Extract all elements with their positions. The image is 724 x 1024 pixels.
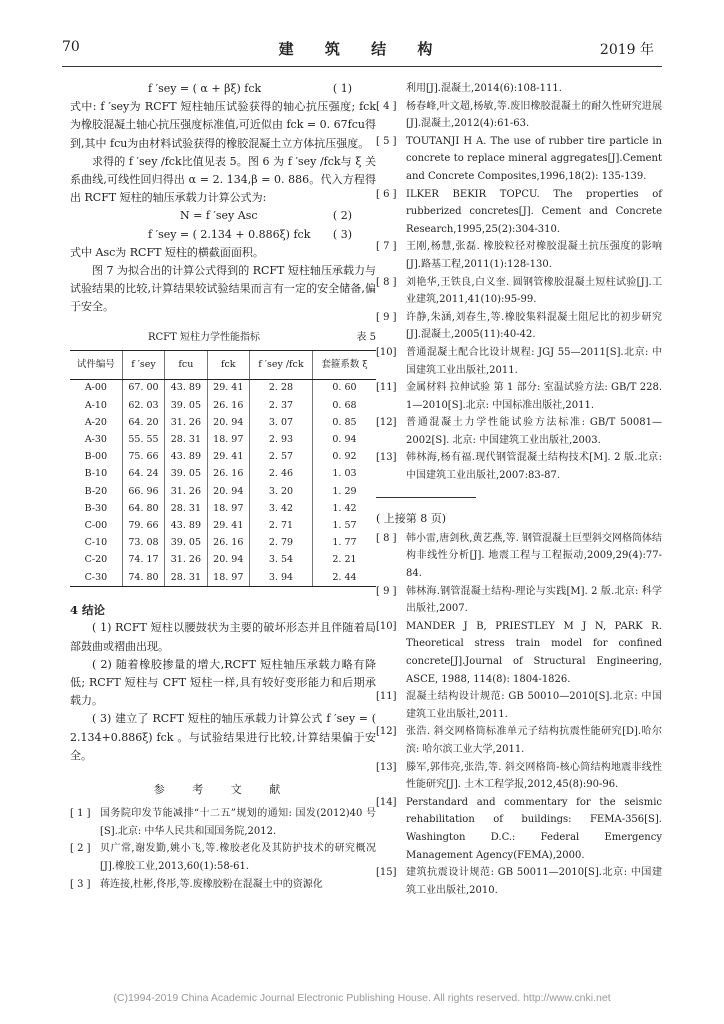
reference-text: 建筑抗震设计规范: GB 50011—2010[S].北京: 中国建筑工业出版社,2010. bbox=[406, 867, 662, 896]
section-title-conclusions: 4 结论 bbox=[70, 603, 106, 618]
table-cell: 75. 66 bbox=[122, 449, 164, 466]
table-cell: 18. 97 bbox=[207, 500, 249, 517]
reference-text: Perstandard and commentary for the seismic rehabilitation of buildings: FEMA-356[S]. Washington D.C.: Federal Emergency Management Agency(FEMA),2000. bbox=[406, 796, 662, 861]
table-cell: 64. 20 bbox=[122, 414, 164, 431]
table-cell: 2. 93 bbox=[249, 431, 312, 448]
references-list-left bbox=[70, 805, 376, 893]
reference-item bbox=[376, 864, 662, 899]
reference-item bbox=[376, 98, 662, 133]
table-cell: 39. 05 bbox=[165, 397, 207, 414]
references-list-right bbox=[376, 80, 662, 485]
table-cell: 55. 55 bbox=[122, 431, 164, 448]
table-cell: A-10 bbox=[84, 399, 107, 411]
table-cell: 3. 42 bbox=[249, 500, 312, 517]
table-cell: 3. 94 bbox=[249, 569, 312, 587]
table-cell: 3. 54 bbox=[249, 552, 312, 569]
reference-item bbox=[376, 583, 662, 618]
table-cell: 39. 05 bbox=[165, 535, 207, 552]
conclusion-3: ( 3) 建立了 RCFT 短柱的轴压承载力计算公式 f ′sey = ( 2.134+0.886ξ) fck 。与试验结果进行比较,计算结果偏于安全。 bbox=[70, 712, 376, 762]
table-cell: B-10 bbox=[84, 468, 108, 480]
table-header-cell: fck bbox=[207, 350, 249, 379]
reference-text: 金属材料 拉伸试验 第 1 部分: 室温试验方法: GB/T 228. 1—2010[S].北京: 中国标准出版社,2011. bbox=[406, 382, 662, 411]
table-cell: 67. 00 bbox=[122, 379, 164, 397]
references-list-continued bbox=[376, 530, 662, 899]
reference-number: [11] bbox=[376, 382, 397, 394]
reference-number: [ 4 ] bbox=[376, 100, 397, 112]
equation-2-number: ( 2) bbox=[332, 209, 352, 223]
continued-from-label: ( 上接第 8 页) bbox=[376, 511, 447, 525]
reference-number: [14] bbox=[376, 796, 397, 808]
reference-item bbox=[376, 274, 662, 309]
table-cell: 26. 16 bbox=[207, 466, 249, 483]
reference-item bbox=[376, 344, 662, 379]
table-cell: 3. 07 bbox=[249, 414, 312, 431]
table-cell: 74. 17 bbox=[122, 552, 164, 569]
left-column bbox=[70, 80, 376, 893]
reference-text: 张浩. 斜交网格筒标准单元子结构抗震性能研究[D].哈尔滨: 哈尔滨工业大学,2011. bbox=[406, 726, 662, 755]
reference-text: 利用[J].混凝土,2014(6):108-111. bbox=[406, 83, 562, 94]
table-cell: 2. 28 bbox=[249, 379, 312, 397]
table-cell: 28. 31 bbox=[165, 431, 207, 448]
equation-3-number: ( 3) bbox=[332, 227, 352, 241]
reference-text: 许静,朱涵,刘春生,等.橡胶集料混凝土阻尼比的初步研究[J].混凝土,2005(11):40-42. bbox=[406, 311, 662, 341]
table-header-cell: f ′sey bbox=[122, 350, 164, 379]
reference-item bbox=[376, 688, 662, 723]
reference-item bbox=[376, 238, 662, 273]
reference-text: 杨春峰,叶文超,杨敏,等.废旧橡胶混凝土的耐久性研究进展[J].混凝土,2012(4):61-63. bbox=[406, 100, 662, 130]
table-cell: A-20 bbox=[84, 416, 107, 428]
journal-title: 建 筑 结 构 bbox=[278, 40, 446, 58]
table-cell: 2. 46 bbox=[249, 466, 312, 483]
paragraph-definitions: 式中: f ′sey为 RCFT 短柱轴压试验获得的轴心抗压强度; fck为橡胶混凝土轴心抗压强度标准值,可近似由 fck = 0. 67fcu得到,其中 fcu为由材料试验获得的橡胶混凝土立方体抗压强度。 bbox=[70, 100, 376, 150]
reference-item bbox=[70, 876, 376, 894]
table-cell: 3. 20 bbox=[249, 483, 312, 500]
table-cell: 1. 29 bbox=[312, 483, 376, 500]
header-rule bbox=[62, 66, 662, 67]
table-row bbox=[70, 431, 376, 448]
table-row bbox=[70, 466, 376, 483]
reference-text: 普通混凝土力学性能试验方法标准: GB/T 50081—2002[S]. 北京: 中国建筑工业出版社,2003. bbox=[406, 417, 662, 446]
table-cell: 2. 71 bbox=[249, 517, 312, 534]
reference-text: 普通混凝土配合比设计规程: JGJ 55—2011[S].北京: 中国建筑工业出版社,2011. bbox=[406, 346, 662, 376]
table-row bbox=[70, 517, 376, 534]
table-row bbox=[70, 397, 376, 414]
table-cell: 29. 41 bbox=[207, 449, 249, 466]
reference-item bbox=[376, 309, 662, 344]
reference-number: [11] bbox=[376, 691, 397, 703]
reference-number: [13] bbox=[376, 452, 397, 464]
table-cell: 1. 57 bbox=[312, 517, 376, 534]
paragraph-comparison: 图 7 为拟合出的计算公式得到的 RCFT 短柱轴压承载力与试验结果的比较,计算结果较试验结果而言有一定的安全储备,偏于安全。 bbox=[70, 264, 376, 314]
table-cell: 0. 94 bbox=[312, 431, 376, 448]
table-cell: 26. 16 bbox=[207, 535, 249, 552]
reference-text: 王刚,杨慧,张磊. 橡胶粒径对橡胶混凝土抗压强度的影响[J].路基工程,2011(1):128-130. bbox=[406, 241, 662, 270]
table-cell: 64. 80 bbox=[122, 500, 164, 517]
table-cell: 0. 92 bbox=[312, 449, 376, 466]
table-cell: 39. 05 bbox=[165, 466, 207, 483]
reference-number: [ 9 ] bbox=[376, 585, 397, 597]
reference-number: [13] bbox=[376, 761, 397, 773]
table-cell: C-00 bbox=[84, 519, 108, 531]
table-cell: 2. 44 bbox=[312, 569, 376, 587]
table-cell: 0. 68 bbox=[312, 397, 376, 414]
table-cell: 64. 24 bbox=[122, 466, 164, 483]
paragraph-asc: 式中 Asc为 RCFT 短柱的横截面面积。 bbox=[70, 245, 264, 259]
reference-number: [ 1 ] bbox=[70, 808, 91, 820]
table-row bbox=[70, 535, 376, 552]
reference-item bbox=[376, 449, 662, 484]
table-cell: 18. 97 bbox=[207, 431, 249, 448]
reference-text: 韩林海.钢管混凝土结构-理论与实践[M]. 2 版.北京: 科学出版社,2007. bbox=[406, 585, 662, 615]
table-cell: 0. 85 bbox=[312, 414, 376, 431]
table-header-cell: 套箍系数 ξ bbox=[312, 350, 376, 379]
reference-number: [10] bbox=[376, 346, 397, 358]
results-table bbox=[70, 350, 376, 587]
equation-2-formula: N = f ′sey Asc bbox=[180, 209, 258, 223]
reference-item bbox=[376, 530, 662, 583]
table-cell: 43. 89 bbox=[165, 517, 207, 534]
table-cell: 28. 31 bbox=[165, 569, 207, 587]
equation-1-number: ( 1) bbox=[332, 82, 352, 95]
reference-number: [ 3 ] bbox=[70, 878, 91, 890]
table-cell: 66. 96 bbox=[122, 483, 164, 500]
copyright-footer: (C)1994-2019 China Academic Journal Electronic Publishing House. All rights reserved. http://www.cnki.net bbox=[113, 992, 611, 1004]
table-header-cell: fcu bbox=[165, 350, 207, 379]
reference-number: [12] bbox=[376, 417, 397, 429]
table-cell: 26. 16 bbox=[207, 397, 249, 414]
table-cell: 62. 03 bbox=[122, 397, 164, 414]
equation-3 bbox=[70, 226, 376, 244]
table-cell: 2. 79 bbox=[249, 535, 312, 552]
table-cell: A-00 bbox=[84, 382, 107, 394]
reference-item bbox=[376, 759, 662, 794]
conclusion-1: ( 1) RCFT 短柱以腰鼓状为主要的破坏形态并且伴随着局部鼓曲或褶曲出现。 bbox=[70, 621, 376, 653]
table-cell: C-10 bbox=[84, 537, 108, 549]
reference-number bbox=[376, 80, 406, 98]
reference-number: [ 7 ] bbox=[376, 241, 397, 253]
reference-text: MANDER J B, PRIESTLEY M J N, PARK R. Theoretical stress train model for confined concrete[J].Journal of Structural Engineering, ASCE, 1988, 114(8): 1804-1826. bbox=[406, 620, 662, 685]
reference-number: [ 8 ] bbox=[376, 532, 397, 544]
reference-text: 韩林海,杨有福.现代钢管混凝土结构技术[M]. 2 版.北京: 中国建筑工业出版社,2007:83-87. bbox=[406, 452, 662, 482]
table-header-row bbox=[70, 350, 376, 379]
table-cell: 1. 42 bbox=[312, 500, 376, 517]
reference-text: 混凝土结构设计规范: GB 50010—2010[S].北京: 中国建筑工业出版社,2011. bbox=[406, 691, 662, 720]
table-cell: C-20 bbox=[84, 554, 108, 566]
table-cell: B-30 bbox=[84, 502, 108, 514]
equation-1-formula: f ′sey = ( α + βξ) fck bbox=[148, 82, 262, 95]
reference-text: TOUTANJI H A. The use of rubber tire particle in concrete to replace mineral aggregates[J].Cement and Concrete Composites,1996,18(2): 135-139. bbox=[406, 135, 662, 182]
table-label: 表 5 bbox=[356, 331, 376, 343]
table-row bbox=[70, 414, 376, 431]
table-cell: 2. 37 bbox=[249, 397, 312, 414]
table-cell: 29. 41 bbox=[207, 517, 249, 534]
continuation-rule bbox=[376, 497, 476, 498]
table-cell: 74. 80 bbox=[122, 569, 164, 587]
table-cell: 73. 08 bbox=[122, 535, 164, 552]
table-cell: 29. 41 bbox=[207, 379, 249, 397]
table-cell: C-30 bbox=[70, 569, 122, 587]
table-cell: 1. 77 bbox=[312, 535, 376, 552]
table-cell: 20. 94 bbox=[207, 483, 249, 500]
table-header-cell: f ′sey /fck bbox=[249, 350, 312, 379]
table-cell: 18. 97 bbox=[207, 569, 249, 587]
references-heading: 参 考 文 献 bbox=[153, 782, 293, 796]
table-cell: 1. 03 bbox=[312, 466, 376, 483]
table-row bbox=[70, 552, 376, 569]
table-cell: 28. 31 bbox=[165, 500, 207, 517]
table-row bbox=[70, 483, 376, 500]
table-cell: 43. 89 bbox=[165, 379, 207, 397]
journal-year: 2019 年 bbox=[599, 42, 654, 58]
reference-text: ILKER BEKIR TOPCU. The properties of rubberized concretes[J]. Cement and Concrete Research,1995,25(2):304-310. bbox=[406, 188, 662, 235]
reference-number: [15] bbox=[376, 867, 397, 879]
table-cell: B-00 bbox=[84, 451, 108, 463]
page-number: 70 bbox=[62, 39, 80, 55]
reference-item bbox=[376, 794, 662, 864]
table-cell: 20. 94 bbox=[207, 414, 249, 431]
reference-text: 贝广常,谢发勤,姚小飞,等.橡胶老化及其防护技术的研究概况[J].橡胶工业,2013,60(1):58-61. bbox=[100, 843, 376, 872]
table-cell: 2. 57 bbox=[249, 449, 312, 466]
table-cell: B-20 bbox=[84, 485, 108, 497]
reference-item bbox=[376, 379, 662, 414]
reference-text: 韩小雷,唐剑秋,黄艺燕,等. 钢管混凝土巨型斜交网格筒体结构非线性分析[J]. 地震工程与工程振动,2009,29(4):77-84. bbox=[406, 532, 662, 580]
paragraph-regression: 求得的 f ′sey /fck比值见表 5。图 6 为 f ′sey /fck与 ξ 关系曲线,可线性回归得出 α = 2. 134,β = 0. 886。代入方程得出 RCFT 短柱的轴压承载力计算公式为: bbox=[70, 154, 376, 205]
reference-number: [ 9 ] bbox=[376, 311, 397, 323]
table-body bbox=[70, 379, 376, 586]
equation-3-formula: f ′sey = ( 2.134 + 0.886ξ) fck bbox=[148, 227, 311, 241]
table-cell: 2. 21 bbox=[312, 552, 376, 569]
table-cell: A-30 bbox=[84, 434, 107, 445]
reference-number: [10] bbox=[376, 620, 397, 632]
table-row bbox=[70, 569, 376, 587]
reference-number: [ 5 ] bbox=[376, 135, 397, 147]
reference-text: 国务院印发节能减排“十二五”规划的通知: 国发(2012)40 号[S].北京: 中华人民共和国国务院,2012. bbox=[100, 808, 376, 837]
reference-item bbox=[376, 186, 662, 239]
reference-item bbox=[376, 80, 662, 98]
reference-item bbox=[70, 840, 376, 875]
reference-text: 滕军,郭伟亮,张浩,等. 斜交网格筒-核心筒结构地震非线性性能研究[J]. 土木工程学报,2012,45(8):90-96. bbox=[406, 761, 662, 791]
table-cell: 0. 60 bbox=[312, 379, 376, 397]
table-cell: 31. 26 bbox=[165, 483, 207, 500]
conclusion-2: ( 2) 随着橡胶掺量的增大,RCFT 短柱轴压承载力略有降低; RCFT 短柱与 CFT 短柱一样,具有较好变形能力和后期承载力。 bbox=[70, 657, 376, 708]
table-cell: 43. 89 bbox=[165, 449, 207, 466]
reference-number: [ 2 ] bbox=[70, 843, 91, 855]
reference-item bbox=[376, 723, 662, 758]
reference-text: 蒋连接,杜彬,佟彤,等.废橡胶粉在混凝土中的资源化 bbox=[100, 878, 323, 890]
reference-text: 刘艳华,王铁良,白义奎. 圆钢管橡胶混凝土短柱试验[J].工业建筑,2011,41(10):95-99. bbox=[406, 276, 662, 306]
equation-2 bbox=[70, 207, 376, 225]
reference-item bbox=[376, 133, 662, 186]
reference-number: [ 8 ] bbox=[376, 276, 397, 288]
table-cell: 20. 94 bbox=[207, 552, 249, 569]
table-cell: 31. 26 bbox=[165, 552, 207, 569]
reference-number: [12] bbox=[376, 726, 397, 738]
table-cell: 31. 26 bbox=[165, 414, 207, 431]
reference-item bbox=[376, 618, 662, 688]
reference-item bbox=[376, 414, 662, 449]
right-column bbox=[376, 80, 662, 899]
reference-number: [ 6 ] bbox=[376, 188, 397, 200]
table-row bbox=[70, 379, 376, 397]
equation-1 bbox=[70, 80, 376, 98]
table-header-cell: 试件编号 bbox=[70, 350, 122, 379]
reference-item bbox=[70, 805, 376, 840]
table-row bbox=[70, 500, 376, 517]
table-caption bbox=[70, 329, 376, 347]
table-cell: 79. 66 bbox=[122, 517, 164, 534]
table-title: RCFT 短柱力学性能指标 bbox=[148, 331, 260, 343]
table-row bbox=[70, 449, 376, 466]
